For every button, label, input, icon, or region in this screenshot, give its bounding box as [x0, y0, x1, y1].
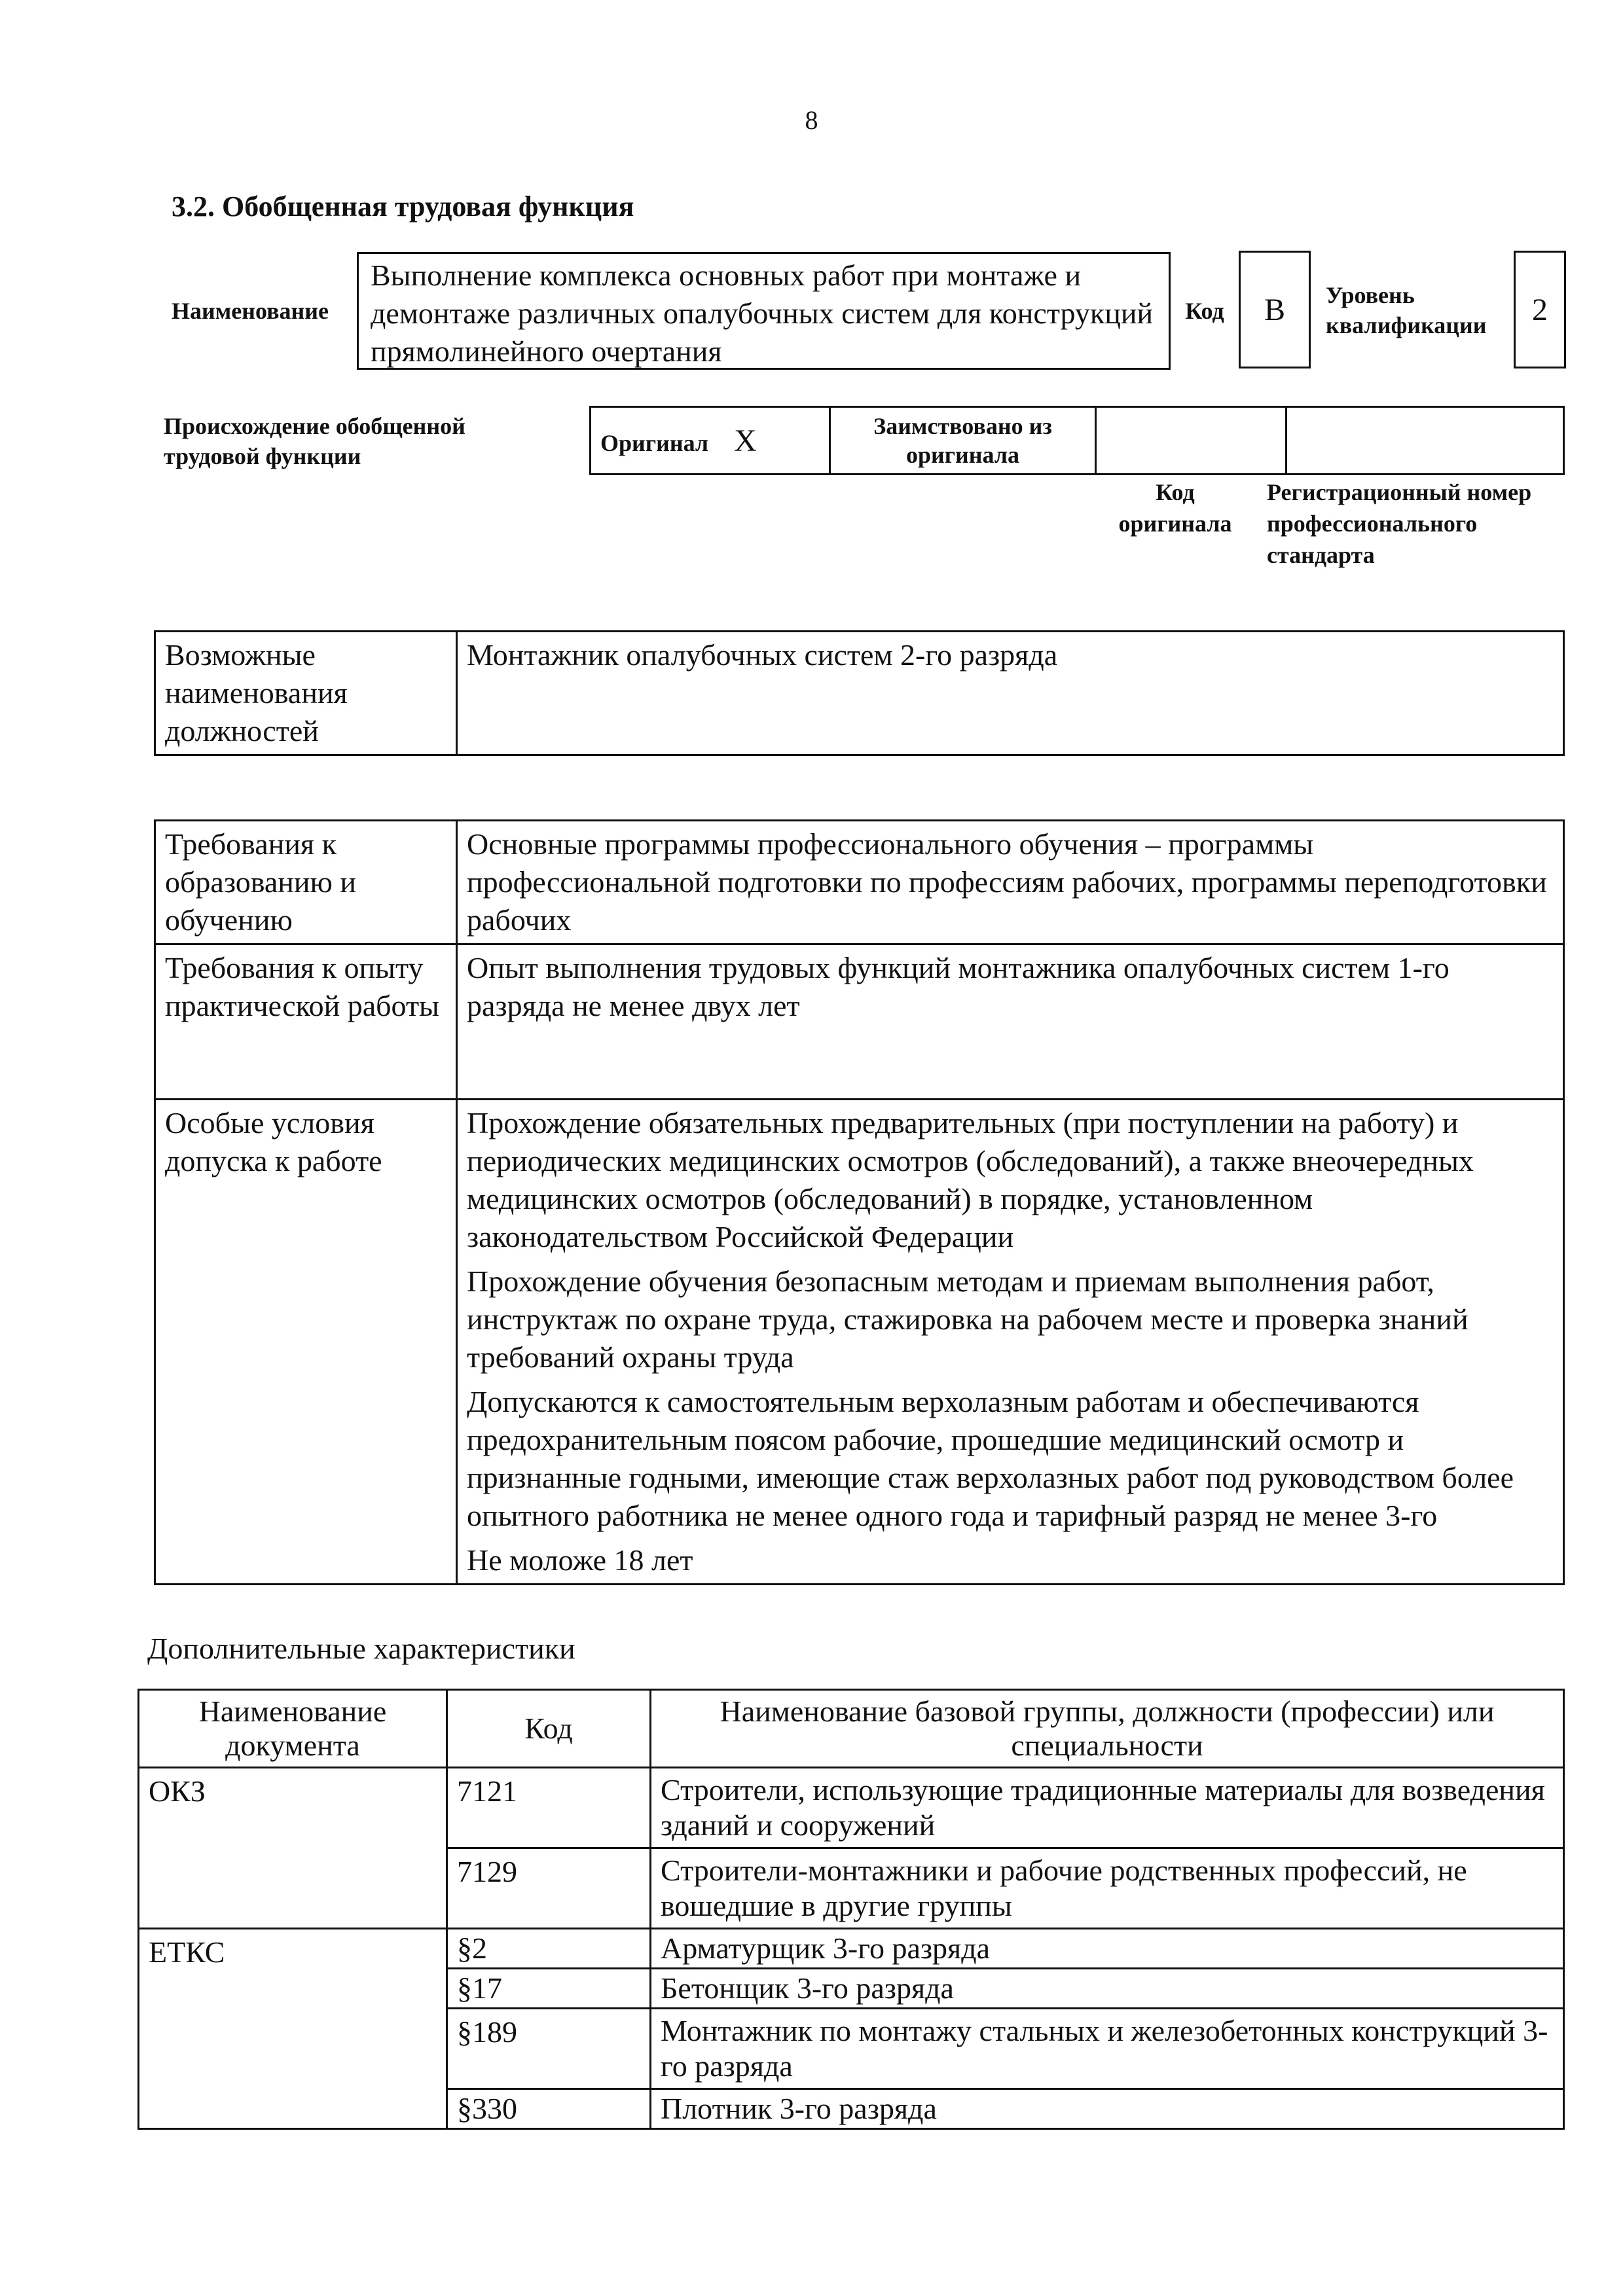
additional-header-row	[139, 1690, 1564, 1768]
code-label: Код	[1185, 298, 1224, 324]
row-name: Строители-монтажники и рабочие родственных профессий, не вошедшие в другие группы	[651, 1848, 1564, 1929]
row-code: 7129	[447, 1848, 651, 1929]
level-label: Уровень квалификации	[1326, 282, 1487, 338]
level-value-box	[1514, 251, 1566, 368]
requirement-label: Требования к образованию и обучению	[155, 821, 457, 944]
table-row	[139, 1929, 1564, 1969]
origin-mark: X	[734, 423, 757, 458]
page-number: 8	[805, 105, 818, 135]
row-code: §17	[447, 1969, 651, 2009]
requirements-table	[154, 819, 1565, 1585]
header-name: Наименование базовой группы, должности (профессии) или специальности	[651, 1690, 1564, 1768]
row-code: §189	[447, 2009, 651, 2089]
table-row	[139, 1768, 1564, 1848]
origin-code-caption: Код оригинала	[1118, 479, 1232, 537]
requirement-paragraph: Не моложе 18 лет	[467, 1543, 693, 1577]
requirement-paragraph: Опыт выполнения трудовых функций монтажника опалубочных систем 1-го разряда не менее двух лет	[467, 951, 1450, 1022]
origin-original-cell	[591, 407, 830, 475]
requirement-value	[457, 944, 1564, 1100]
header-code: Код	[447, 1690, 651, 1768]
additional-title: Дополнительные характеристики	[147, 1632, 575, 1665]
name-label: Наименование	[172, 298, 329, 324]
requirement-value	[457, 821, 1564, 944]
requirement-value	[457, 1100, 1564, 1585]
positions-value: Монтажник опалубочных систем 2-го разряда	[457, 632, 1564, 755]
header-doc: Наименование документа	[139, 1690, 447, 1768]
additional-table	[137, 1689, 1565, 2130]
row-name: Арматурщик 3-го разряда	[651, 1929, 1564, 1969]
requirement-paragraph: Прохождение обучения безопасным методам и приемам выполнения работ, инструктаж по охране труда, стажировка на рабочем месте и проверка знаний требований охраны труда	[467, 1265, 1468, 1374]
requirement-paragraph: Основные программы профессионального обучения – программы профессиональной подготовки по профессиям рабочих, программы переподготовки рабочих	[467, 827, 1547, 937]
row-name: Бетонщик 3-го разряда	[651, 1969, 1564, 2009]
origin-reg-cell	[1286, 407, 1564, 475]
origin-reg-caption: Регистрационный номер профессионального стандарта	[1267, 479, 1532, 568]
row-code: §330	[447, 2089, 651, 2129]
requirement-row-experience	[155, 944, 1564, 1100]
row-code: §2	[447, 1929, 651, 1969]
doc-okz: ОКЗ	[139, 1768, 447, 1929]
positions-label: Возможные наименования должностей	[155, 632, 457, 755]
origin-label: Происхождение обобщенной трудовой функции	[164, 413, 465, 469]
name-value-box	[357, 252, 1171, 370]
name-value: Выполнение комплекса основных работ при монтаже и демонтаже различных опалубочных систем для конструкций прямолинейного очертания	[371, 259, 1154, 368]
requirement-label: Требования к опыту практической работы	[155, 944, 457, 1100]
requirement-paragraph: Допускаются к самостоятельным верхолазным работам и обеспечиваются предохранительным поясом рабочие, прошедшие медицинский осмотр и признанные годными, имеющие стаж верхолазных работ под руководством более опытного работника не менее одного года и тарифный разряд не менее 3-го	[467, 1385, 1514, 1532]
row-name: Монтажник по монтажу стальных и железобетонных конструкций 3-го разряда	[651, 2009, 1564, 2089]
code-value-box	[1239, 251, 1311, 368]
row-name: Строители, использующие традиционные материалы для возведения зданий и сооружений	[651, 1768, 1564, 1848]
origin-code-cell	[1096, 407, 1286, 475]
row-code: 7121	[447, 1768, 651, 1848]
level-value: 2	[1532, 292, 1548, 327]
doc-etks: ЕТКС	[139, 1929, 447, 2129]
requirement-label: Особые условия допуска к работе	[155, 1100, 457, 1585]
positions-table	[154, 630, 1565, 756]
row-name: Плотник 3-го разряда	[651, 2089, 1564, 2129]
origin-borrowed-cell	[830, 407, 1096, 475]
section-title: 3.2. Обобщенная трудовая функция	[172, 190, 634, 223]
code-value: B	[1264, 292, 1285, 327]
requirement-row-education	[155, 821, 1564, 944]
origin-borrowed-label: Заимствовано из оригинала	[873, 413, 1052, 468]
origin-table	[589, 406, 1565, 475]
origin-original-label: Оригинал	[600, 429, 709, 456]
requirement-paragraph: Прохождение обязательных предварительных (при поступлении на работу) и периодических медицинских осмотров (обследований), а также внеочередных медицинских осмотров (обследований) в порядке, установленном законодательством Российской Федерации	[467, 1106, 1474, 1253]
requirement-row-special	[155, 1100, 1564, 1585]
